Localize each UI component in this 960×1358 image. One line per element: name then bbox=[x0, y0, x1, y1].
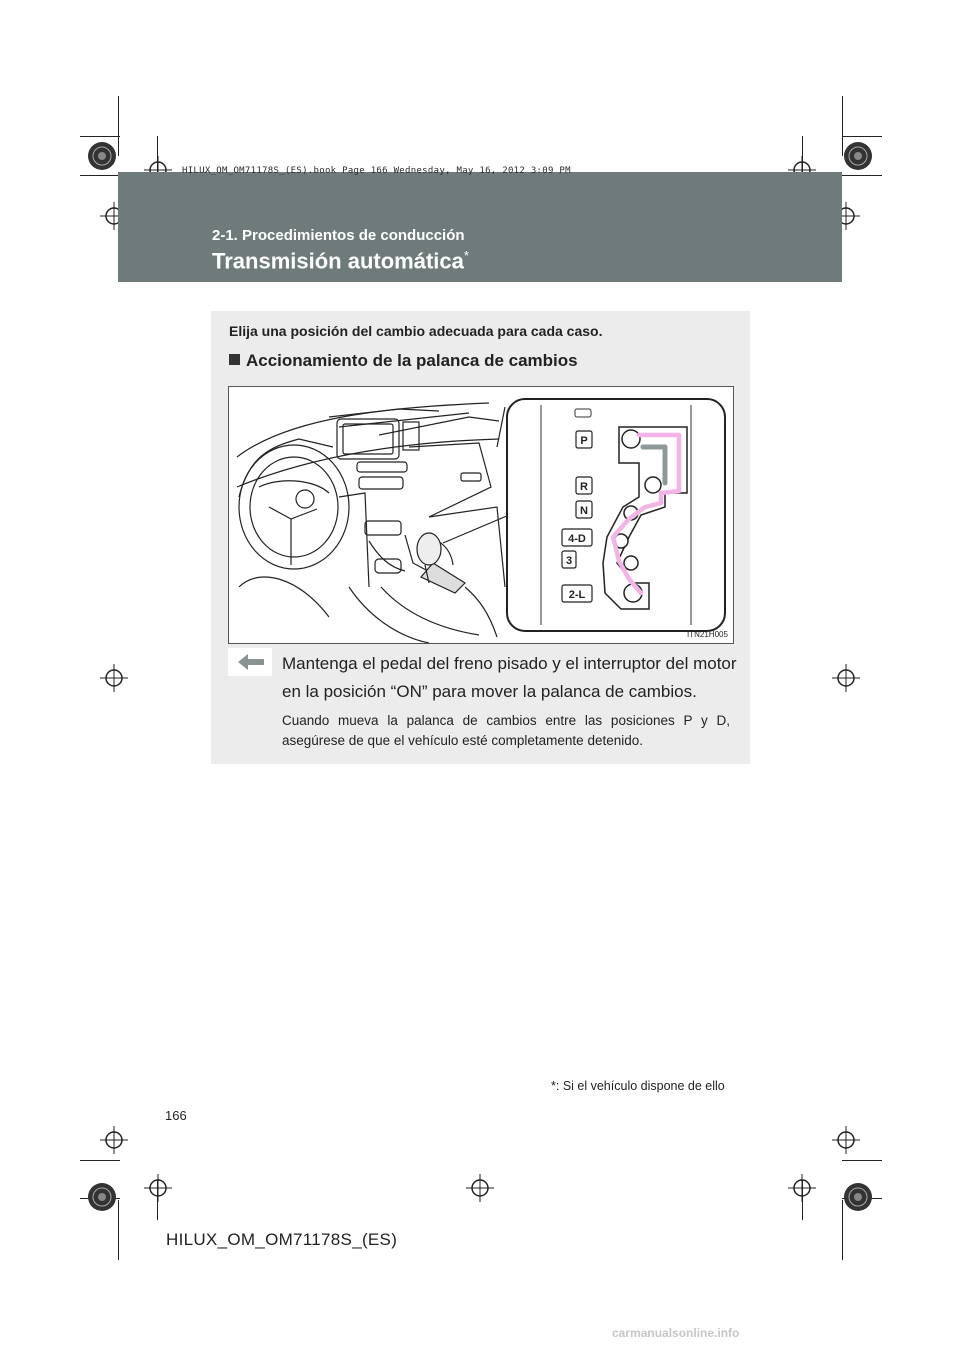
watermark: carmanualsonline.info bbox=[612, 1326, 740, 1340]
crosshair-icon bbox=[832, 1126, 860, 1154]
page-title-text: Transmisión automática bbox=[212, 248, 464, 274]
footnote bbox=[551, 1079, 725, 1093]
intro-text: Elija una posición del cambio adecuada para cada caso. bbox=[229, 323, 603, 339]
subheading bbox=[229, 351, 578, 371]
title-asterisk: * bbox=[463, 248, 469, 263]
gear-label-4-d: 4-D bbox=[568, 533, 586, 545]
page-number: 166 bbox=[165, 1108, 187, 1123]
gear-label-3: 3 bbox=[565, 555, 573, 567]
bullet-square-icon bbox=[229, 354, 240, 365]
book-info-line: HILUX_OM_OM71178S_(ES).book Page 166 Wednesday, May 16, 2012 3:09 PM bbox=[182, 166, 571, 176]
footnote-text: : Si el vehículo dispone de ello bbox=[555, 1079, 725, 1093]
crosshair-icon bbox=[466, 1174, 494, 1202]
registration-target-icon bbox=[86, 1181, 118, 1213]
gear-label-r: R bbox=[580, 481, 588, 493]
crosshair-icon bbox=[144, 1174, 172, 1202]
note-text: Cuando mueva la palanca de cambios entre las posiciones P y D, asegúrese de que el vehículo esté completamente detenido. bbox=[282, 713, 730, 748]
crosshair-icon bbox=[832, 664, 860, 692]
crosshair-icon bbox=[788, 1174, 816, 1202]
page-title bbox=[212, 248, 469, 274]
document-code: HILUX_OM_OM71178S_(ES) bbox=[166, 1230, 398, 1249]
crosshair-icon bbox=[100, 1126, 128, 1154]
gear-label-n: N bbox=[580, 505, 588, 517]
registration-target-icon bbox=[842, 1181, 874, 1213]
figure-code: ITN21H005 bbox=[687, 630, 728, 639]
footnote-asterisk: * bbox=[551, 1079, 556, 1093]
instruction-text: Mantenga el pedal del freno pisado y el interruptor del motor en la posición “ON” para mover la palanca de cambios. bbox=[282, 654, 737, 701]
registration-target-icon bbox=[86, 140, 118, 172]
shift-lever-figure bbox=[228, 386, 734, 644]
crosshair-icon bbox=[100, 664, 128, 692]
gear-label-2-l: 2-L bbox=[568, 589, 586, 601]
left-arrow-icon bbox=[228, 648, 272, 676]
gear-label-p: P bbox=[580, 435, 588, 447]
cockpit-illustration bbox=[229, 387, 733, 643]
subheading-text: Accionamiento de la palanca de cambios bbox=[246, 351, 578, 370]
section-label: 2-1. Procedimientos de conducción bbox=[212, 227, 465, 244]
registration-target-icon bbox=[842, 140, 874, 172]
